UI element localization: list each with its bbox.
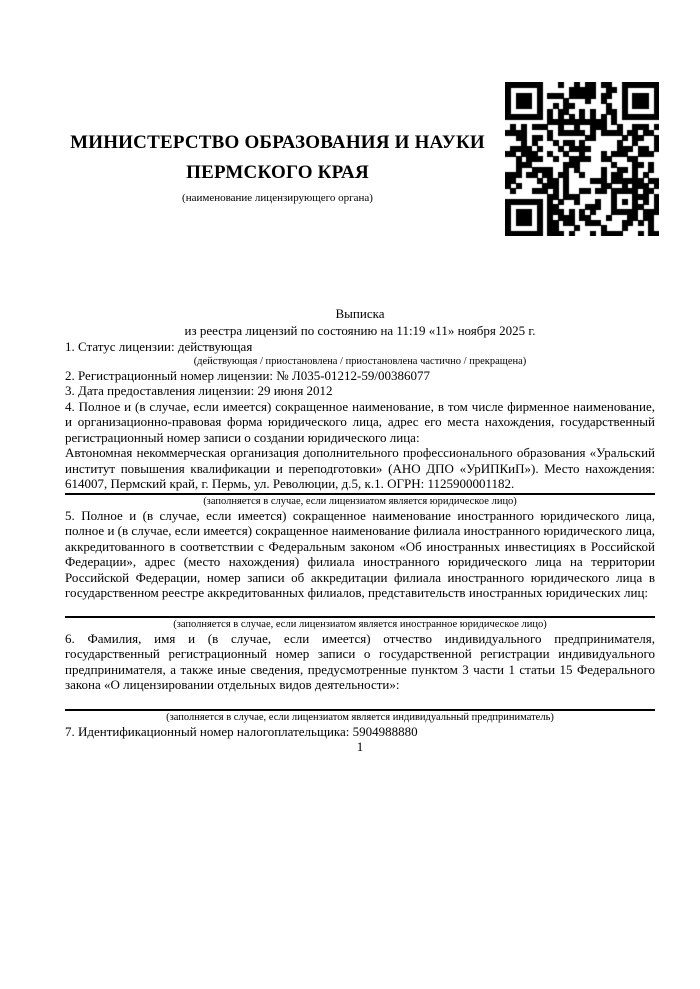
qr-code-icon <box>505 82 659 236</box>
item-6-entrepreneur-label: 6. Фамилия, имя и (в случае, если имеется) отчество индивидуального предпринимателя, государственный регистрационный номер записи о государственной регистрации индивидуального предпринимателя, а также иные сведения, предусмотренные пунктом 3 части 1 статьи 15 Федерального закона «О лицензировании отдельных видов деятельности»: <box>65 630 655 692</box>
qr-code-canvas <box>505 82 659 236</box>
item-5-caption: (заполняется в случае, если лицензиатом является иностранное юридическое лицо) <box>173 618 547 630</box>
page-number: 1 <box>356 739 364 754</box>
item-1-license-status: 1. Статус лицензии: действующая <box>65 339 253 354</box>
item-1-caption: (действующая / приостановлена / приостановлена частично / прекращена) <box>193 355 527 367</box>
item-3-license-date: 3. Дата предоставления лицензии: 29 июня 2012 <box>65 383 333 398</box>
document-body <box>65 305 655 754</box>
item-5-foreign-entity-label: 5. Полное и (в случае, если имеется) сокращенное наименование иностранного юридического лица, полное и (в случае, если имеется) сокращенное наименование филиала иностранного юридического лица, аккредитованного в соответствии с Федеральным законом «Об иностранных инвестициях в Российской Федерации», адрес (место нахождения) филиала иностранного юридического лица на территории Российской Федерации, номер записи об аккредитации филиала иностранного юридического лица в государственном реестре аккредитованных филиалов, представительств иностранных юридических лиц: <box>65 507 655 600</box>
item-6-caption: (заполняется в случае, если лицензиатом является индивидуальный предприниматель) <box>166 711 554 723</box>
licensing-authority-caption: (наименование лицензирующего органа) <box>182 192 373 204</box>
item-4-legal-entity-label: 4. Полное и (в случае, если имеется) сокращенное наименование, в том числе фирменное наименование, и организационно-правовая форма юридического лица, адрес его места нахождения, государственный регистрационный номер записи о создании юридического лица: <box>65 398 655 445</box>
item-4-legal-entity-value: Автономная некоммерческая организация дополнительного профессионального образования «Уральский институт повышения квалификации и переподготовки» (АНО ДПО «УрИПКиП»). Место нахождения: 614007, Пермский край, г. Пермь, ул. Революции, д.5, к.1. ОГРН: 1125900001182. <box>65 445 655 491</box>
licensing-authority-name-line1: МИНИСТЕРСТВО ОБРАЗОВАНИЯ И НАУКИ <box>70 132 485 153</box>
item-2-registration-number: 2. Регистрационный номер лицензии: № Л035-01212-59/00386077 <box>65 367 431 383</box>
item-7-taxpayer-number: 7. Идентификационный номер налогоплательщика: 5904988880 <box>65 723 418 739</box>
letterhead <box>65 128 490 205</box>
item-4-caption: (заполняется в случае, если лицензиатом является юридическое лицо) <box>203 495 517 507</box>
document-title: Выписка <box>335 306 385 321</box>
document-subtitle-date: из реестра лицензий по состоянию на 11:19 «11» ноября 2025 г. <box>184 323 536 338</box>
licensing-authority-name-line2: ПЕРМСКОГО КРАЯ <box>186 162 369 183</box>
